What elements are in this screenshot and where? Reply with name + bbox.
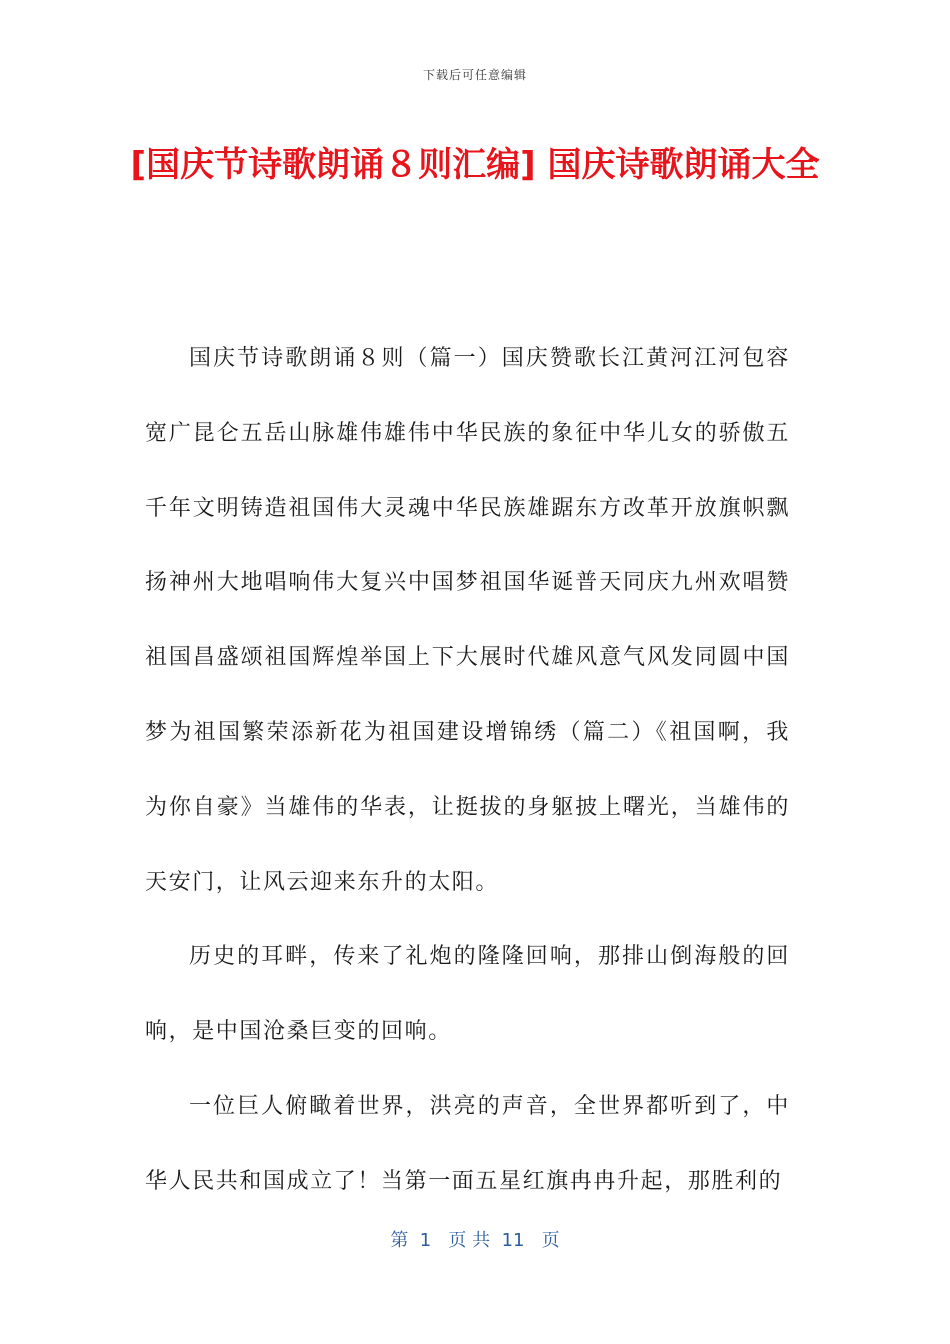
- paragraph: 一位巨人俯瞰着世界，洪亮的声音，全世界都听到了，中华人民共和国成立了！当第一面五星红旗冉冉升起，那胜利的: [145, 1093, 790, 1194]
- document-body: [145, 322, 790, 1220]
- header-note: 下载后可任意编辑: [422, 68, 527, 82]
- paragraph: 国庆节诗歌朗诵８则（篇一）国庆赞歌长江黄河江河包容宽广昆仑五岳山脉雄伟雄伟中华民族的象征中华儿女的骄傲五千年文明铸造祖国伟大灵魂中华民族雄踞东方改革开放旗帜飘扬神州大地唱响伟大复兴中国梦祖国华诞普天同庆九州欢唱赞祖国昌盛颂祖国辉煌举国上下大展时代雄风意气风发同圆中国梦为祖国繁荣添新花为祖国建设增锦绣（篇二）《祖国啊，我为你自豪》当雄伟的华表，让挺拔的身躯披上曙光，当雄伟的天安门，让风云迎来东升的太阳。: [145, 346, 790, 895]
- page-number-footer: 第 1 页 共 11 页: [390, 1230, 560, 1251]
- paragraph: 历史的耳畔，传来了礼炮的隆隆回响，那排山倒海般的回响，是中国沧桑巨变的回响。: [145, 944, 790, 1045]
- document-title: [国庆节诗歌朗诵８则汇编] 国庆诗歌朗诵大全: [130, 145, 820, 185]
